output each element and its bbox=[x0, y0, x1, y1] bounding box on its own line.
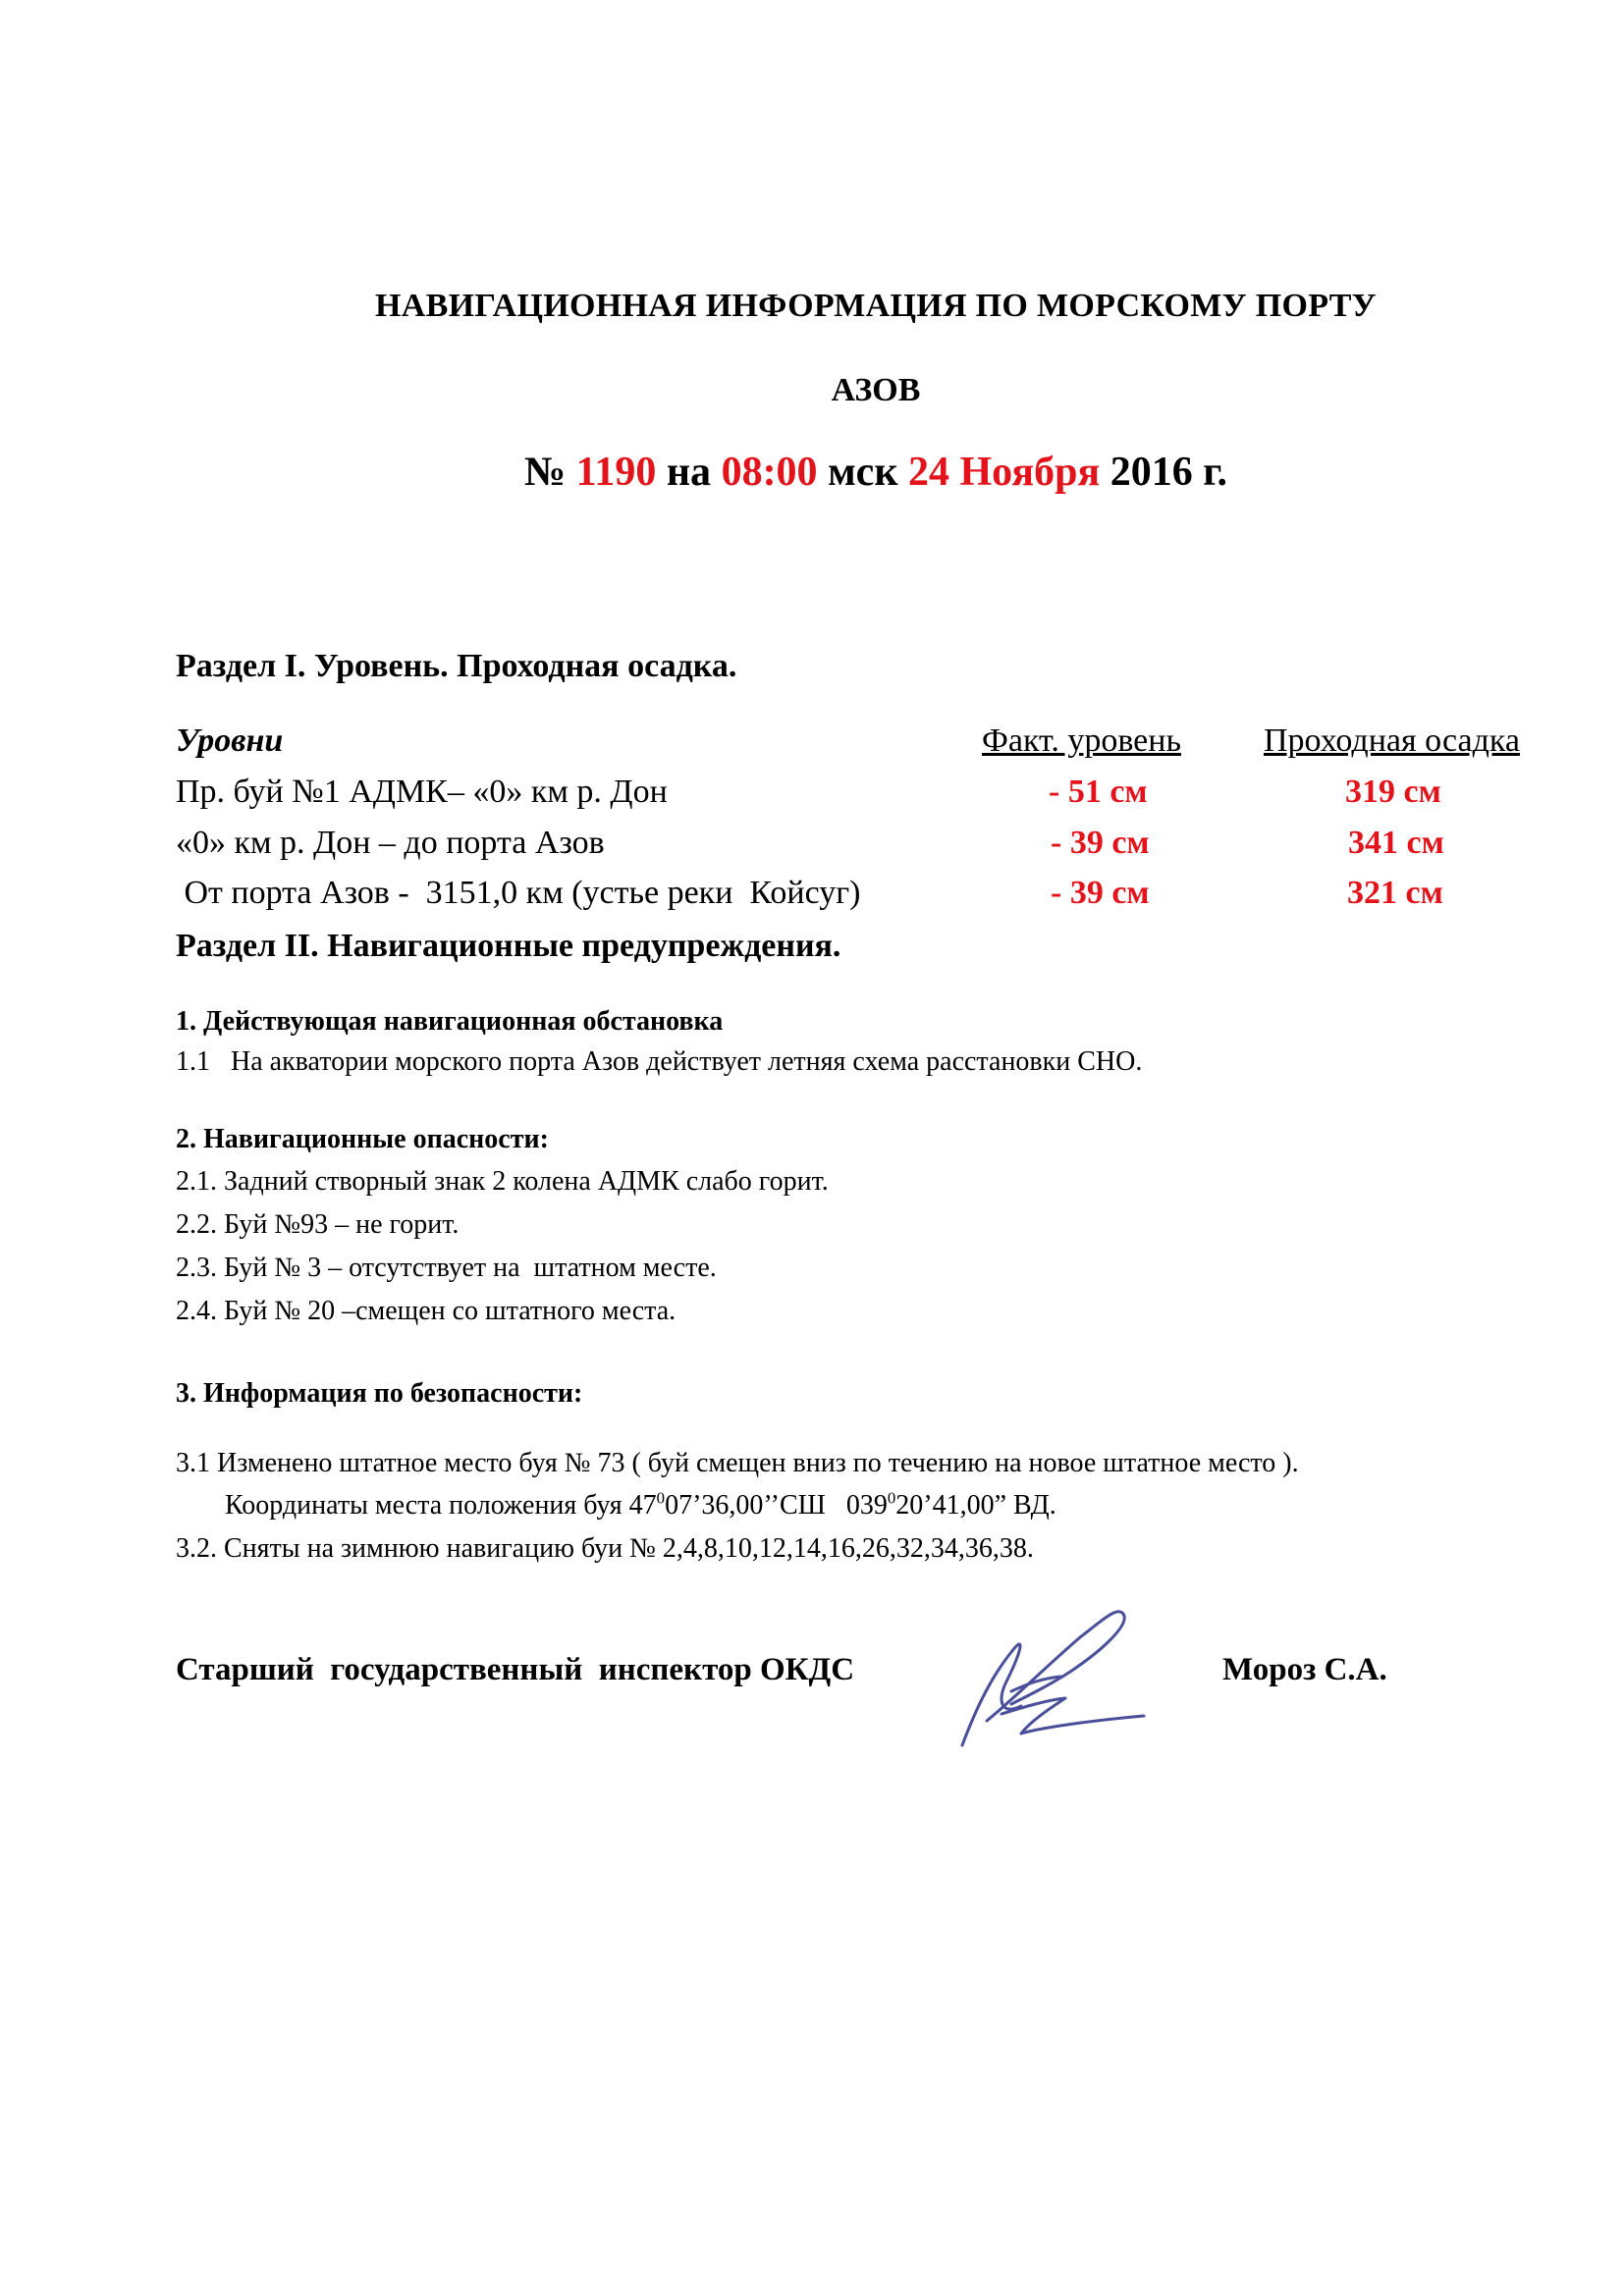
bulletin-number-line bbox=[0, 449, 1624, 496]
port-name: АЗОВ bbox=[831, 372, 921, 408]
level-row-fact: - 51 см bbox=[1049, 774, 1148, 810]
level-row-name: «0» км р. Дон – до порта Азов bbox=[176, 825, 605, 861]
sub3-item: 3.1 Изменено штатное место буя № 73 ( буй смещен вниз по течению на новое штатное место ). bbox=[176, 1448, 1299, 1478]
level-row-name: Пр. буй №1 АДМК– «0» км р. Дон bbox=[176, 774, 668, 810]
handwritten-signature bbox=[952, 1598, 1149, 1755]
sub2-title: 2. Навигационные опасности: bbox=[176, 1124, 549, 1154]
degree-mark: 0 bbox=[887, 1488, 896, 1508]
sub3-title: 3. Информация по безопасности: bbox=[176, 1378, 583, 1409]
inspector-name: Мороз С.А. bbox=[1222, 1652, 1387, 1687]
sub3-item: 3.2. Сняты на зимнюю навигацию буи № 2,4,8,10,12,14,16,26,32,34,36,38. bbox=[176, 1533, 1034, 1564]
level-row-draft: 319 см bbox=[1345, 774, 1441, 810]
level-row-draft: 341 см bbox=[1348, 825, 1444, 861]
level-row-draft: 321 см bbox=[1347, 875, 1443, 911]
sub1-item: 1.1 На акватории морского порта Азов действует летняя схема расстановки СНО. bbox=[176, 1046, 1143, 1077]
timezone: мск bbox=[828, 450, 898, 495]
degree-mark: 0 bbox=[656, 1488, 666, 1508]
bulletin-date: 24 Ноября bbox=[908, 450, 1101, 495]
levels-column-header: Уровни bbox=[176, 722, 284, 759]
level-row-fact: - 39 см bbox=[1051, 825, 1150, 861]
level-row-name: От порта Азов - 3151,0 км (устье реки Койсуг) bbox=[176, 875, 861, 911]
coord-end: 20’41,00” ВД. bbox=[895, 1490, 1056, 1521]
fact-level-column-header: Факт. уровень bbox=[982, 722, 1181, 759]
sub2-item: 2.4. Буй № 20 –смещен со штатного места. bbox=[176, 1296, 677, 1326]
coord-mid: 07’36,00’’СШ 039 bbox=[665, 1490, 888, 1521]
sub1-title: 1. Действующая навигационная обстановка bbox=[176, 1006, 724, 1037]
buoy-coordinates bbox=[225, 1490, 1056, 1522]
number-sign: № bbox=[523, 450, 567, 495]
coord-prefix: Координаты места положения буя 47 bbox=[225, 1490, 657, 1521]
draft-column-header: Проходная осадка bbox=[1264, 722, 1520, 759]
inspector-position: Старший государственный инспектор ОКДС bbox=[176, 1652, 855, 1687]
sub2-item: 2.2. Буй №93 – не горит. bbox=[176, 1209, 460, 1240]
bulletin-time: 08:00 bbox=[721, 450, 818, 495]
bulletin-number: 1190 bbox=[575, 450, 657, 495]
section2-title: Раздел II. Навигационные предупреждения. bbox=[176, 928, 841, 964]
at-label: на bbox=[666, 450, 712, 495]
bulletin-year: 2016 г. bbox=[1110, 450, 1228, 495]
level-row-fact: - 39 см bbox=[1051, 875, 1150, 911]
section1-title: Раздел I. Уровень. Проходная осадка. bbox=[176, 648, 737, 684]
sub2-item: 2.3. Буй № 3 – отсутствует на штатном месте. bbox=[176, 1253, 717, 1283]
sub2-item: 2.1. Задний створный знак 2 колена АДМК слабо горит. bbox=[176, 1166, 829, 1197]
document-title: НАВИГАЦИОННАЯ ИНФОРМАЦИЯ ПО МОРСКОМУ ПОРТУ bbox=[375, 288, 1377, 324]
